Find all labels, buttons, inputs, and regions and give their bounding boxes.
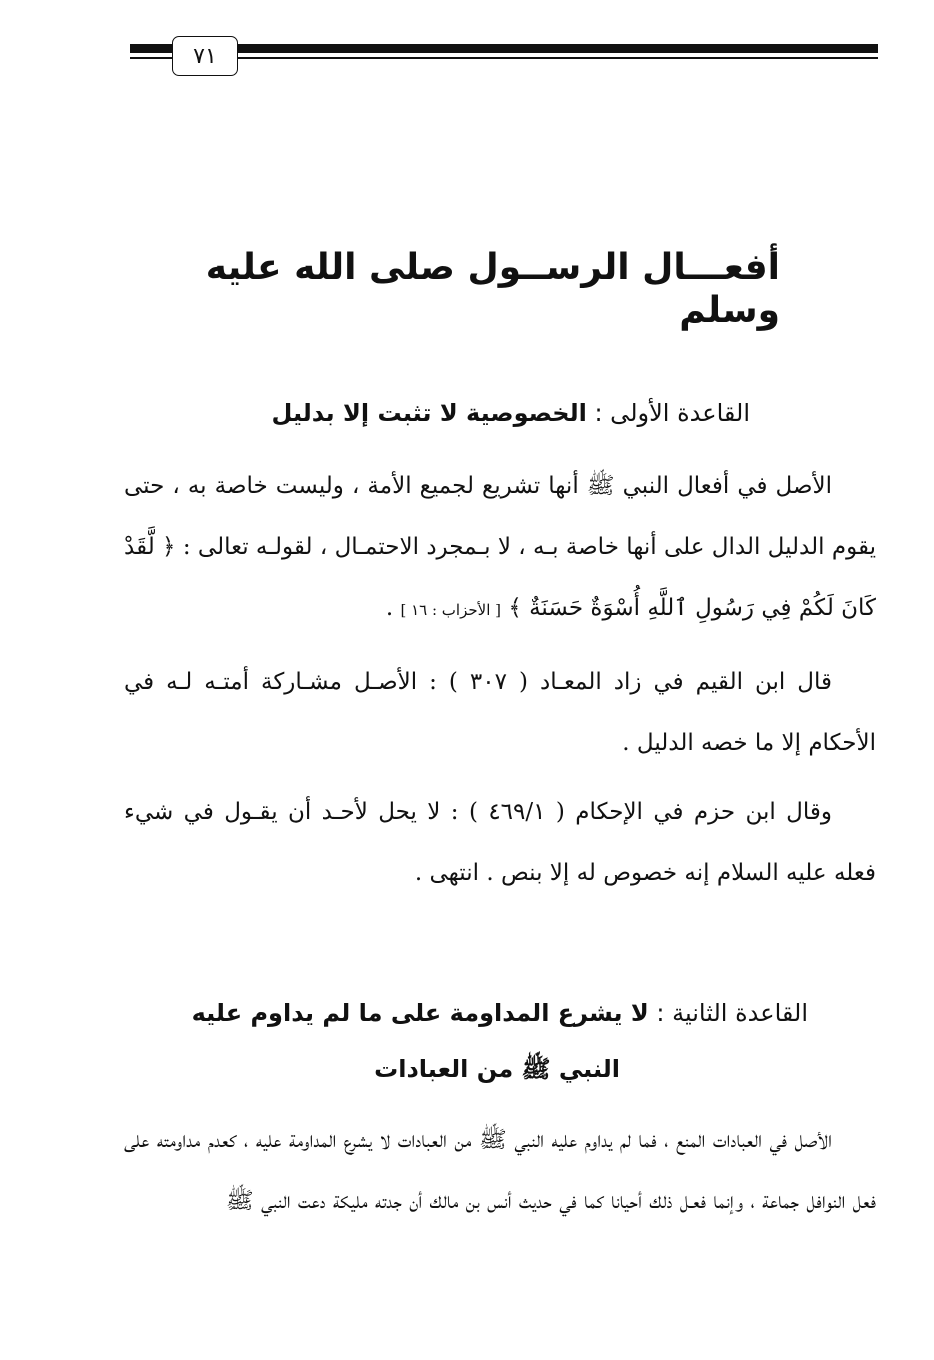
paragraph-2 bbox=[124, 652, 876, 774]
header-thin-rule bbox=[130, 57, 878, 59]
paragraph-4 bbox=[124, 1110, 876, 1232]
paragraph-2-text: قال ابن القيم في زاد المعـاد ( ٣٠٧ ) : الأصـل مشـاركة أمتـه لـه في الأحكام إلا ما خصه الدليل . bbox=[124, 669, 876, 756]
rule-2-label: القاعدة الثانية : bbox=[656, 999, 808, 1027]
quran-reference: [ الأحزاب : ١٦ ] bbox=[400, 601, 501, 619]
page-header bbox=[130, 36, 878, 80]
rule-2-title-line-2: النبي ﷺ من العبادات bbox=[374, 1055, 620, 1083]
rule-2-heading bbox=[130, 998, 808, 1029]
rule-1-title: الخصوصية لا تثبت إلا بدليل bbox=[271, 399, 587, 427]
rule-2-title-line-1: لا يشرع المداومة على ما لم يداوم عليه bbox=[191, 999, 649, 1027]
paragraph-3 bbox=[124, 782, 876, 904]
paragraph-1-end: . bbox=[385, 595, 401, 621]
page-title: أفعـــال الرســول صلى الله عليه وسلم bbox=[205, 247, 780, 332]
header-thick-rule bbox=[130, 44, 878, 53]
quran-verse: ﴿ لَّقَدْ كَانَ لَكُمْ فِي رَسُولِ ٱللَّهِ أُسْوَةٌ حَسَنَةٌ ﴾ bbox=[124, 534, 876, 621]
rule-1-label: القاعدة الأولى : bbox=[594, 399, 750, 427]
page-number: ٧١ bbox=[172, 36, 238, 76]
rule-1-heading bbox=[130, 398, 750, 429]
paragraph-1 bbox=[124, 456, 876, 641]
paragraph-4-text: الأصل في العبادات المنع ، فما لم يداوم عليه النبي ﷺ من العبادات لا يشرع المداومة عليه ، كعدم مداومته على فعل النوافل جماعة ، وإنما فعـل ذلك أحيانا كما في حديث أنس بن مالك أن جدته مليكة دعت النبي ﷺ bbox=[124, 1127, 876, 1214]
paragraph-3-text: وقال ابن حزم في الإحكام ( ٤٦٩/١ ) : لا يحل لأحـد أن يقـول في شيء فعله عليه السلام إنه خصوص له إلا بنص . انتهى . bbox=[124, 799, 876, 886]
paragraph-1-text: الأصل في أفعال النبي ﷺ أنها تشريع لجميع الأمة ، وليست خاصة به ، حتى يقوم الدليل الدال على أنها خاصة بـه ، لا بـمجرد الاحتمـال ، لقولـه تعالى : bbox=[124, 473, 876, 560]
